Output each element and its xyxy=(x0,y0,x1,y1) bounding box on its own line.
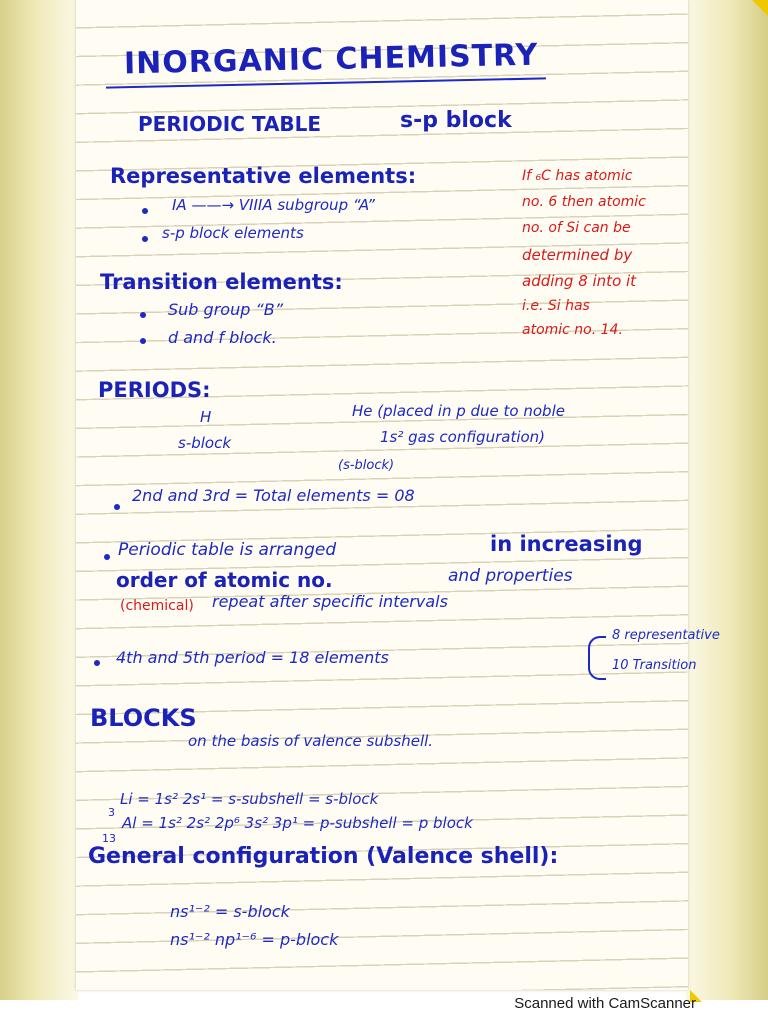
blocks-basis: on the basis of valence subshell. xyxy=(188,732,434,750)
representative-item-2: s-p block elements xyxy=(162,224,304,242)
periods-he: He (placed in p due to noble xyxy=(352,402,565,420)
general-configuration-heading: General configuration (Valence shell): xyxy=(88,844,559,869)
arranged-line-3: repeat after specific intervals xyxy=(212,592,448,611)
second-third-period: 2nd and 3rd = Total elements = 08 xyxy=(132,486,415,505)
transition-item-1: Sub group “B” xyxy=(168,300,283,319)
transition-heading: Transition elements: xyxy=(100,270,343,294)
bullet xyxy=(140,338,146,344)
side-note-line-7: atomic no. 14. xyxy=(522,322,623,338)
notebook-left-edge xyxy=(0,0,78,1000)
li-atomic-number: 3 xyxy=(108,806,115,819)
page-title: INORGANIC CHEMISTRY xyxy=(123,37,539,82)
representative-item-1: IA ——→ VIIIA subgroup “A” xyxy=(172,196,375,214)
arranged-line-1b: in increasing xyxy=(490,532,643,556)
arranged-line-3-chemical: (chemical) xyxy=(120,598,194,614)
side-note-line-5: adding 8 into it xyxy=(522,272,637,290)
periods-he-block: (s-block) xyxy=(338,458,395,473)
subtitle-periodic-table: PERIODIC TABLE xyxy=(138,112,322,136)
periods-he-config: 1s² gas configuration) xyxy=(380,428,546,446)
bullet xyxy=(142,236,148,242)
arranged-line-2a: order of atomic no. xyxy=(116,568,333,592)
periods-h: H xyxy=(200,408,212,426)
bullet xyxy=(142,208,148,214)
periods-h-block: s-block xyxy=(178,434,232,452)
bullet xyxy=(114,504,120,510)
branch-transition: 10 Transition xyxy=(612,658,697,673)
bullet xyxy=(104,554,110,560)
branch-brace xyxy=(588,636,606,680)
fourth-fifth-period: 4th and 5th period = 18 elements xyxy=(116,648,389,667)
side-note-line-3: no. of Si can be xyxy=(522,220,631,236)
corner-tab xyxy=(752,0,768,16)
camscanner-footer: Scanned with CamScanner xyxy=(514,995,696,1012)
side-note-line-4: determined by xyxy=(522,246,633,264)
al-atomic-number: 13 xyxy=(102,832,116,845)
aluminium-configuration: Al = 1s² 2s² 2p⁶ 3s² 3p¹ = p-subshell = p block xyxy=(122,814,473,832)
side-note-line-6: i.e. Si has xyxy=(522,298,590,314)
side-note-line-2: no. 6 then atomic xyxy=(522,194,646,210)
blocks-heading: BLOCKS xyxy=(90,704,197,732)
p-block-configuration: ns¹⁻² np¹⁻⁶ = p-block xyxy=(170,930,339,949)
bullet xyxy=(94,660,100,666)
side-note-line-1: If ₆C has atomic xyxy=(522,168,633,184)
arranged-line-1a: Periodic table is arranged xyxy=(118,540,337,560)
notebook-page xyxy=(76,0,720,990)
notebook-right-edge xyxy=(686,0,768,1000)
transition-item-2: d and f block. xyxy=(168,328,277,347)
bullet xyxy=(140,312,146,318)
branch-representative: 8 representative xyxy=(612,628,720,643)
arranged-line-2b: and properties xyxy=(448,566,573,586)
subtitle-sp-block: s-p block xyxy=(400,108,512,133)
periods-heading: PERIODS: xyxy=(98,378,211,402)
lithium-configuration: Li = 1s² 2s¹ = s-subshell = s-block xyxy=(120,790,379,808)
s-block-configuration: ns¹⁻² = s-block xyxy=(170,902,290,921)
representative-heading: Representative elements: xyxy=(110,164,417,188)
